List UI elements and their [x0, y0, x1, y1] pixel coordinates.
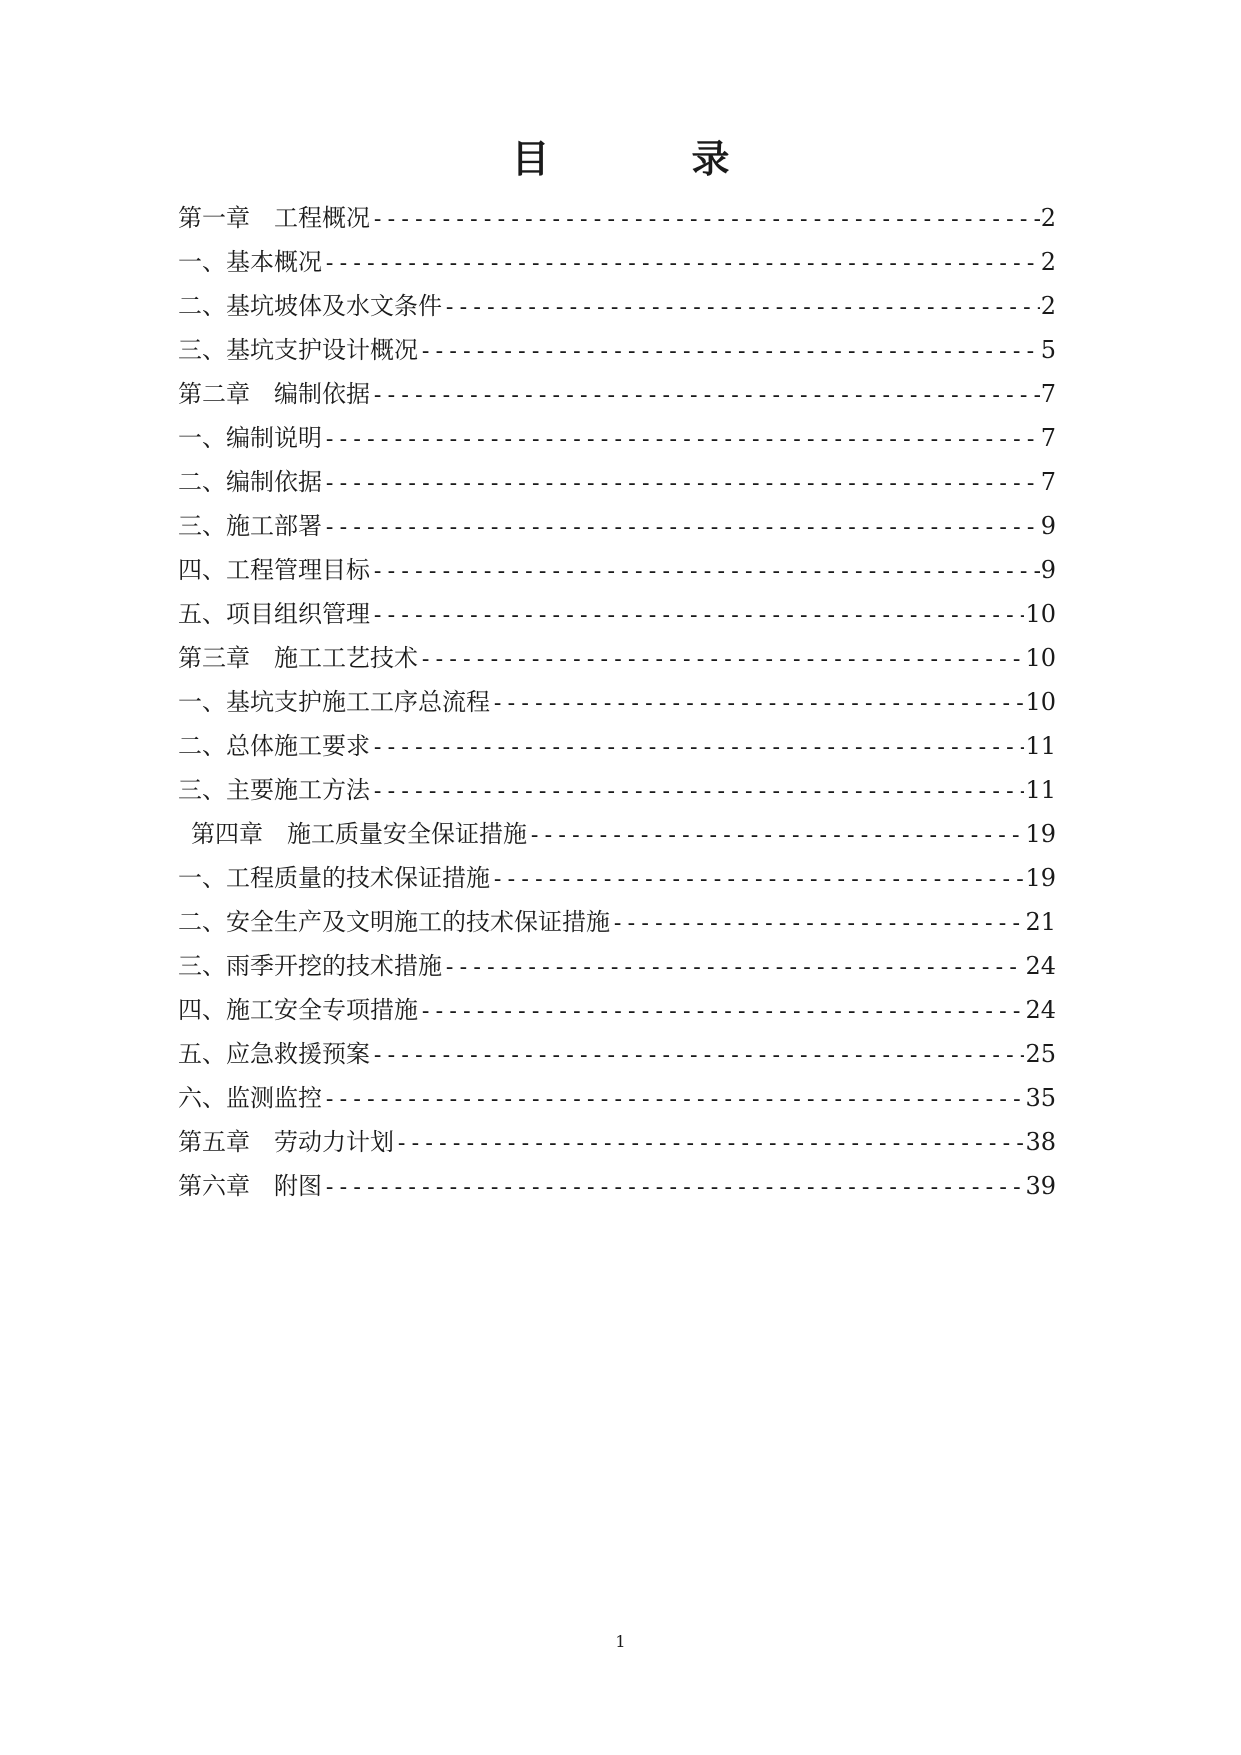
toc-dash-leader	[491, 682, 1024, 724]
toc-dash-leader	[323, 1078, 1024, 1120]
toc-entry[interactable]	[178, 548, 1056, 592]
toc-dash-leader	[371, 1034, 1024, 1076]
toc-entry-label: 二、编制依据	[178, 468, 322, 496]
toc-dash-leader	[443, 286, 1040, 328]
toc-entry-label: 第六章 附图	[178, 1172, 322, 1200]
toc-entry-page: 21	[1025, 908, 1056, 936]
toc-entry[interactable]	[178, 900, 1056, 944]
toc-entry-label: 四、施工安全专项措施	[178, 996, 418, 1024]
toc-entry-page: 35	[1025, 1084, 1056, 1112]
toc-dash-leader	[611, 902, 1024, 944]
toc-entry-page: 2	[1040, 292, 1056, 320]
toc-dash-leader	[419, 638, 1024, 680]
toc-entry-page: 19	[1025, 820, 1056, 848]
toc-entry-page: 10	[1025, 644, 1056, 672]
toc-entry-page: 2	[1040, 204, 1056, 232]
toc-entry-page: 10	[1025, 688, 1056, 716]
toc-entry[interactable]	[178, 504, 1056, 548]
toc-entry[interactable]	[178, 196, 1056, 240]
toc-entry-label: 三、施工部署	[178, 512, 322, 540]
toc-dash-leader	[443, 946, 1024, 988]
toc-entry-label: 二、总体施工要求	[178, 732, 370, 760]
table-of-contents	[178, 196, 1056, 1208]
toc-entry-label: 三、雨季开挖的技术措施	[178, 952, 442, 980]
toc-entry-page: 7	[1040, 468, 1056, 496]
toc-entry[interactable]	[178, 856, 1056, 900]
toc-entry-page: 24	[1025, 952, 1056, 980]
toc-dash-leader	[419, 990, 1024, 1032]
toc-entry[interactable]	[178, 1120, 1056, 1164]
toc-entry-page: 5	[1040, 336, 1056, 364]
toc-entry[interactable]	[178, 988, 1056, 1032]
toc-dash-leader	[419, 330, 1040, 372]
toc-entry-page: 2	[1040, 248, 1056, 276]
toc-entry-label: 一、基本概况	[178, 248, 322, 276]
toc-entry-label: 四、工程管理目标	[178, 556, 370, 584]
toc-entry-label: 一、工程质量的技术保证措施	[178, 864, 490, 892]
toc-dash-leader	[323, 242, 1040, 284]
toc-entry[interactable]	[178, 240, 1056, 284]
toc-entry[interactable]	[178, 1076, 1056, 1120]
toc-entry-label: 一、编制说明	[178, 424, 322, 452]
toc-entry[interactable]	[178, 724, 1056, 768]
page-title: 目 录	[511, 136, 782, 181]
toc-dash-leader	[323, 418, 1040, 460]
toc-entry-page: 39	[1025, 1172, 1056, 1200]
toc-dash-leader	[491, 858, 1024, 900]
toc-entry-label: 三、基坑支护设计概况	[178, 336, 418, 364]
toc-entry[interactable]	[178, 372, 1056, 416]
toc-dash-leader	[323, 462, 1040, 504]
toc-entry[interactable]	[178, 592, 1056, 636]
toc-entry-page: 11	[1025, 776, 1056, 804]
toc-entry-label: 三、主要施工方法	[178, 776, 370, 804]
toc-entry[interactable]	[178, 768, 1056, 812]
toc-entry[interactable]	[178, 680, 1056, 724]
toc-entry[interactable]	[178, 284, 1056, 328]
toc-entry-page: 24	[1025, 996, 1056, 1024]
toc-entry[interactable]	[178, 1164, 1056, 1208]
toc-entry-label: 第五章 劳动力计划	[178, 1128, 394, 1156]
toc-entry-label: 五、项目组织管理	[178, 600, 370, 628]
toc-entry[interactable]	[178, 636, 1056, 680]
toc-entry-page: 10	[1025, 600, 1056, 628]
toc-entry-label: 六、监测监控	[178, 1084, 322, 1112]
toc-dash-leader	[528, 814, 1024, 856]
toc-entry-page: 19	[1025, 864, 1056, 892]
toc-dash-leader	[371, 770, 1024, 812]
toc-entry[interactable]	[178, 416, 1056, 460]
toc-entry-page: 7	[1040, 380, 1056, 408]
toc-entry[interactable]	[178, 460, 1056, 504]
toc-entry[interactable]	[178, 1032, 1056, 1076]
toc-entry-page: 25	[1025, 1040, 1056, 1068]
toc-dash-leader	[371, 198, 1040, 240]
toc-entry-page: 9	[1040, 512, 1056, 540]
toc-entry-label: 二、安全生产及文明施工的技术保证措施	[178, 908, 610, 936]
toc-entry-page: 7	[1040, 424, 1056, 452]
toc-entry-page: 9	[1040, 556, 1056, 584]
toc-entry-label: 一、基坑支护施工工序总流程	[178, 688, 490, 716]
toc-entry[interactable]	[178, 812, 1056, 856]
toc-entry[interactable]	[178, 944, 1056, 988]
toc-dash-leader	[323, 1166, 1024, 1208]
toc-dash-leader	[371, 726, 1024, 768]
toc-entry[interactable]	[178, 328, 1056, 372]
toc-entry-label: 五、应急救援预案	[178, 1040, 370, 1068]
page-number: 1	[615, 1632, 626, 1651]
toc-entry-label: 第一章 工程概况	[178, 204, 370, 232]
toc-entry-label: 第四章 施工质量安全保证措施	[191, 820, 527, 848]
toc-entry-label: 第二章 编制依据	[178, 380, 370, 408]
toc-entry-page: 11	[1025, 732, 1056, 760]
toc-dash-leader	[371, 550, 1040, 592]
toc-entry-label: 二、基坑坡体及水文条件	[178, 292, 442, 320]
toc-dash-leader	[371, 374, 1040, 416]
toc-entry-label: 第三章 施工工艺技术	[178, 644, 418, 672]
toc-dash-leader	[371, 594, 1024, 636]
toc-dash-leader	[395, 1122, 1024, 1164]
toc-dash-leader	[323, 506, 1040, 548]
toc-entry-page: 38	[1025, 1128, 1056, 1156]
